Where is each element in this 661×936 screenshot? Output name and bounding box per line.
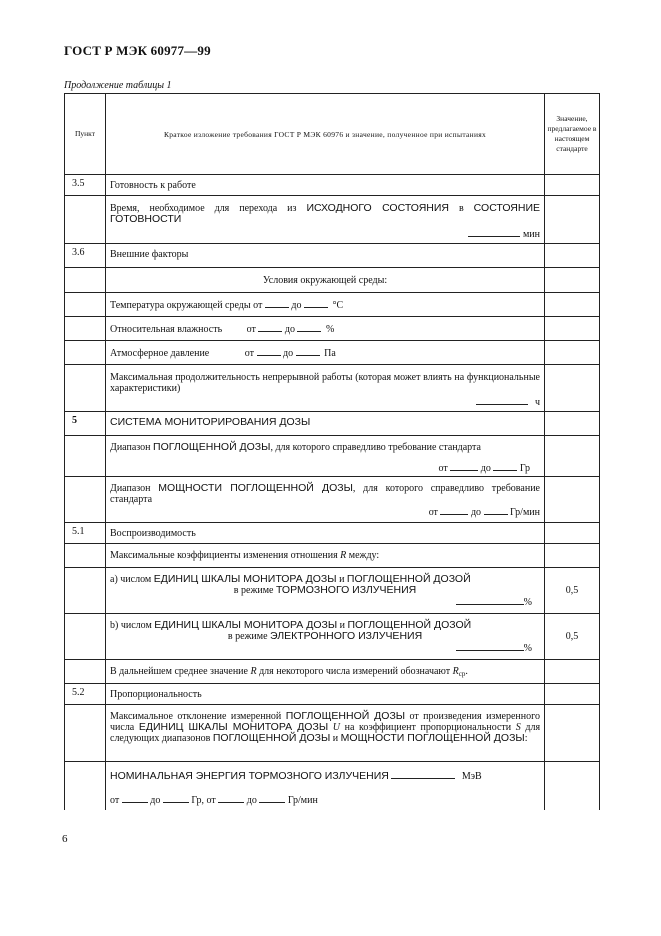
point-number: 3.6 [65,244,106,268]
section-title: Пропорциональность [106,684,545,705]
table-row [65,365,600,412]
blank-field [468,228,520,237]
table-row [65,244,600,268]
max-coefficients-text: Максимальные коэффициенты изменения отношения R между: [106,544,545,568]
table-row [65,684,600,705]
header-value: Значение, предлагаемое в настоящем стандарте [545,94,600,175]
section-title: Внешние факторы [106,244,545,268]
section-title: Готовность к работе [106,175,545,196]
dose-rate-range-cell: Диапазон МОЩНОСТИ ПОГЛОЩЕННОЙ ДОЗЫ, для которого справедливо требование стандарта от до Гр/мин [106,477,545,523]
item-a-value: 0,5 [545,568,600,614]
table-row [65,412,600,436]
section-title: Воспроизводимость [106,523,545,544]
ready-time-text: Время, необходимое для перехода из ИСХОДНОГО СОСТОЯНИЯ в СОСТОЯНИЕ ГОТОВНОСТИ [110,202,541,225]
table-row [65,341,600,365]
table-row [65,614,600,660]
pressure-line: Атмосферное давление от до Па [106,341,545,365]
point-number: 5 [65,412,106,436]
absorbed-dose-range-cell: Диапазон ПОГЛОЩЕННОЙ ДОЗЫ, для которого справедливо требование стандарта от до Гр [106,436,545,477]
table-row [65,544,600,568]
humidity-line: Относительная влажность от до % [106,317,545,341]
point-number: 3.5 [65,175,106,196]
item-a-cell: а) числом ЕДИНИЦ ШКАЛЫ МОНИТОРА ДОЗЫ и ПОГЛОЩЕННОЙ ДОЗОЙ в режиме ТОРМОЗНОГО ИЗЛУЧЕНИЯ % [106,568,545,614]
table-row [65,705,600,762]
nominal-energy-cell: НОМИНАЛЬНАЯ ЭНЕРГИЯ ТОРМОЗНОГО ИЗЛУЧЕНИЯ МэВ от до Гр, от до Гр/мин [106,762,545,810]
header-summary: Краткое изложение требования ГОСТ Р МЭК 60976 и значение, полученное при испытаниях [106,94,545,175]
ready-time-cell: Время, необходимое для перехода из ИСХОДНОГО СОСТОЯНИЯ в СОСТОЯНИЕ ГОТОВНОСТИ мин [106,196,545,244]
table-row [65,523,600,544]
table-row [65,175,600,196]
table-row [65,477,600,523]
table-row [65,268,600,293]
table-row [65,196,600,244]
table-row [65,568,600,614]
table-row [65,317,600,341]
point-number: 5.2 [65,684,106,705]
continuous-work-cell: Максимальная продолжительность непрерывной работы (которая может влиять на функциональные характеристики) ч [106,365,545,412]
table-header-row [65,94,600,175]
table-row [65,660,600,684]
table-row [65,436,600,477]
requirements-table [64,93,600,810]
max-deviation-text: Максимальное отклонение измеренной ПОГЛОЩЕННОЙ ДОЗЫ от произведения измеренного числа ЕДИНИЦ ШКАЛЫ МОНИТОРА ДОЗЫ U на коэффициент пропорциональности S для следующих диапазонов ПОГЛОЩЕННОЙ ДОЗЫ и МОЩНОСТИ ПОГЛОЩЕННОЙ ДОЗЫ: [106,705,545,762]
temperature-line: Температура окружающей среды от до °С [106,293,545,317]
section-title: СИСТЕМА МОНИТОРИРОВАНИЯ ДОЗЫ [106,412,545,436]
header-point: Пункт [65,94,106,175]
table-row [65,762,600,810]
document-code: ГОСТ Р МЭК 60977—99 [64,43,211,58]
page-number: 6 [62,833,68,845]
mean-value-note: В дальнейшем среднее значение R для некоторого числа измерений обозначают $R_{ср}$. [106,660,545,684]
item-b-value: 0,5 [545,614,600,660]
env-conditions-title: Условия окружающей среды: [106,268,545,293]
table-row [65,293,600,317]
item-b-cell: b) числом ЕДИНИЦ ШКАЛЫ МОНИТОРА ДОЗЫ и ПОГЛОЩЕННОЙ ДОЗОЙ в режиме ЭЛЕКТРОННОГО ИЗЛУЧЕНИЯ % [106,614,545,660]
table-continuation-caption: Продолжение таблицы 1 [64,80,172,91]
point-number: 5.1 [65,523,106,544]
